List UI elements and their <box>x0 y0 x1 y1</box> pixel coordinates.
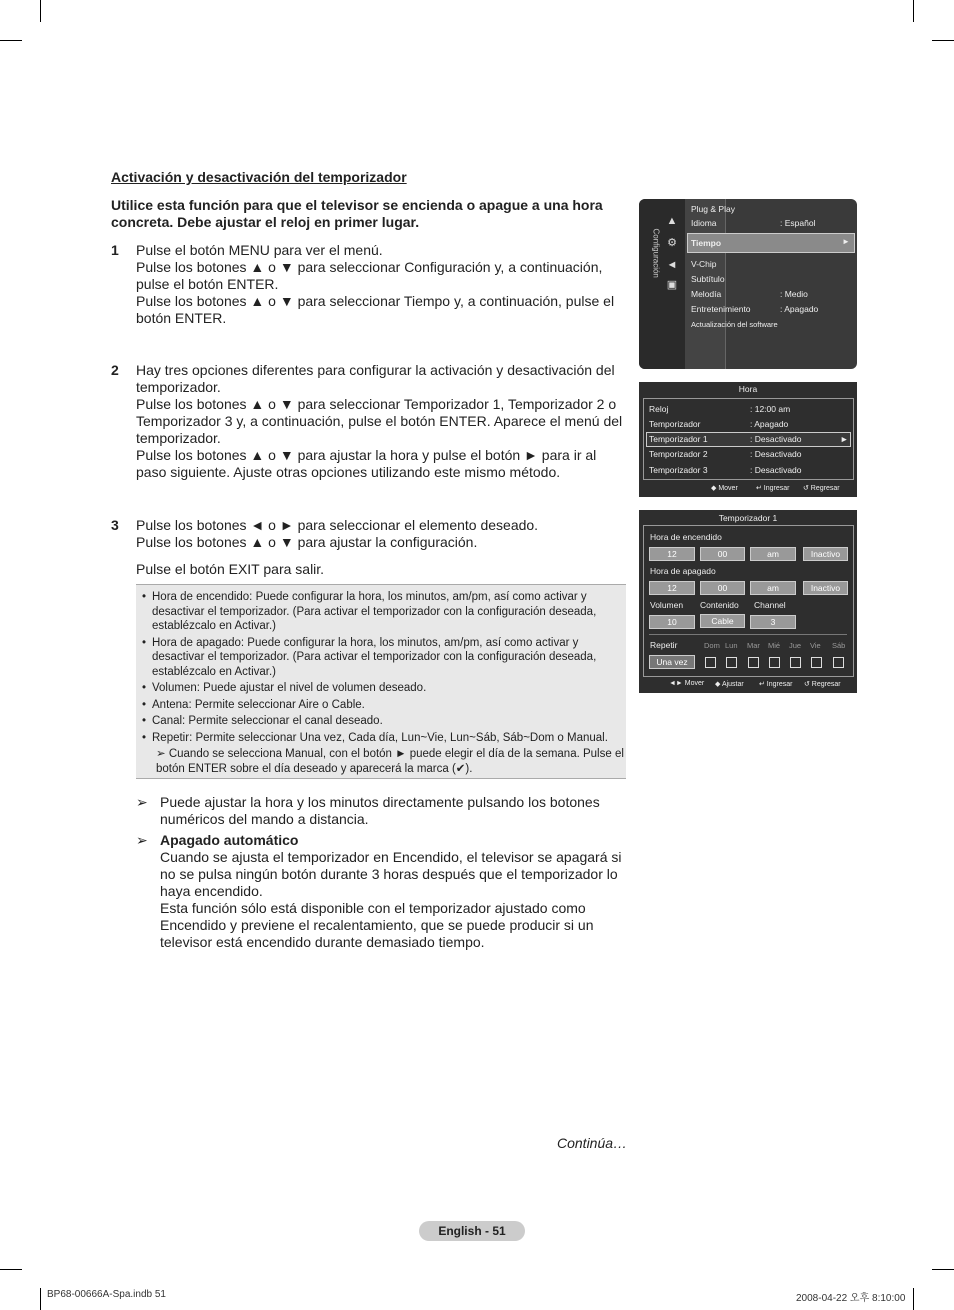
step-line: Pulse los botones ◄ o ► para seleccionar el elemento deseado. <box>136 517 539 533</box>
step-number: 3 <box>111 517 119 533</box>
crop-mark <box>932 1269 954 1270</box>
repeat-label: Repetir <box>650 640 678 650</box>
hint-adjust: ◆ Ajustar <box>715 681 744 688</box>
step-line: Pulse los botones ▲ o ▼ para ajustar la configuración. <box>136 534 478 550</box>
footer-date: 2008-04-22 오후 8:10:00 <box>796 1293 906 1304</box>
application-icon: ▣ <box>666 279 678 291</box>
footer-file: BP68-00666A-Spa.indb 51 <box>47 1289 166 1300</box>
crop-mark <box>913 1288 914 1310</box>
on-ampm-field[interactable]: am <box>750 547 796 561</box>
option-label[interactable]: Temporizador 3 <box>649 465 708 475</box>
channel-label: Channel <box>754 600 786 610</box>
menu-item[interactable]: Entretenimiento <box>691 304 751 314</box>
channel-field[interactable]: 3 <box>750 615 796 629</box>
option-value: : Desactivado <box>750 465 802 475</box>
menu-item[interactable]: V-Chip <box>691 259 717 269</box>
on-time-label: Hora de encendido <box>650 532 722 542</box>
option-label[interactable]: Temporizador 1 <box>649 434 708 444</box>
timer-settings-screen <box>639 510 857 693</box>
step-line: Pulse los botones ▲ o ▼ para ajustar la hora y pulse el botón ► para ir al paso siguiente. Ajuste otras opciones utilizando este mismo método. <box>136 447 597 480</box>
day-label: Mié <box>768 641 781 650</box>
step-line: Pulse los botones ▲ o ▼ para seleccionar Tiempo y, a continuación, pulse el botón ENTER. <box>136 293 615 326</box>
menu-item[interactable]: Actualización del software <box>691 320 778 329</box>
day-checkbox[interactable] <box>726 657 737 668</box>
off-hour-field[interactable]: 12 <box>649 581 695 595</box>
step-number: 2 <box>111 362 119 378</box>
menu-item[interactable]: Idioma <box>691 218 717 228</box>
tip-auto-off <box>136 832 626 951</box>
option-value: : 12:00 am <box>750 404 791 414</box>
step-line: Hay tres opciones diferentes para configurar la activación y desactivación del temporizador. <box>136 362 615 395</box>
tip-text: Puede ajustar la hora y los minutos directamente pulsando los botones numéricos del mando a distancia. <box>160 794 600 827</box>
menu-item[interactable]: Subtítulo <box>691 274 725 284</box>
day-label: Mar <box>747 641 760 650</box>
note-item: • Repetir: Permite seleccionar Una vez, Cada día, Lun~Vie, Lun~Sáb, Sáb~Dom o Manual. <box>142 731 620 746</box>
menu-item[interactable]: Tiempo <box>691 238 722 248</box>
hint-enter: ↵ Ingresar <box>759 681 793 688</box>
tip-direct-time <box>136 794 626 828</box>
content-label: Contenido <box>700 600 739 610</box>
screen-title: Temporizador 1 <box>718 513 778 523</box>
option-value: : Apagado <box>750 419 789 429</box>
hint-move: ◆ Mover <box>711 485 738 492</box>
gear-icon: ⚙ <box>667 237 677 249</box>
note-item: • Antena: Permite seleccionar Aire o Cable. <box>142 698 620 713</box>
right-arrow-icon: ► <box>842 237 850 246</box>
note-item: • Canal: Permite seleccionar el canal deseado. <box>142 714 620 729</box>
option-label[interactable]: Reloj <box>649 404 669 414</box>
option-label[interactable]: Temporizador 2 <box>649 449 708 459</box>
on-activate-field[interactable]: Inactivo <box>803 547 848 561</box>
on-minute-field[interactable]: 00 <box>700 547 745 561</box>
day-label: Vie <box>810 641 821 650</box>
time-menu-screen <box>639 382 857 497</box>
off-time-label: Hora de apagado <box>650 566 716 576</box>
arrow-icon: ➢ <box>136 832 148 848</box>
crop-mark <box>40 0 41 22</box>
crop-mark <box>40 1288 41 1310</box>
note-item: • Volumen: Puede ajustar el nivel de volumen deseado. <box>142 681 620 696</box>
day-checkbox[interactable] <box>833 657 844 668</box>
continued-label: Continúa… <box>557 1135 628 1151</box>
input-icon: ◄ <box>666 259 678 271</box>
hint-return: ↺ Regresar <box>804 681 841 688</box>
day-checkbox[interactable] <box>705 657 716 668</box>
on-hour-field[interactable]: 12 <box>649 547 695 561</box>
step-line: Pulse el botón EXIT para salir. <box>136 561 325 577</box>
step-line: Pulse los botones ▲ o ▼ para seleccionar Configuración y, a continuación, pulse el botón ENTER. <box>136 259 603 292</box>
off-activate-field[interactable]: Inactivo <box>803 581 848 595</box>
screen-title: Hora <box>738 384 758 394</box>
note-sub: ➢ Cuando se selecciona Manual, con el botón ► puede elegir el día de la semana. Pulse el botón ENTER sobre el día deseado y aparecerá la marca (✔). <box>156 748 624 775</box>
tip-text: Esta función sólo está disponible con el temporizador ajustado como Encendido y previene el recalentamiento, que se puede producir si un televisor está encendido durante demasiado tiempo. <box>160 900 594 950</box>
day-label: Lun <box>725 641 738 650</box>
crop-mark <box>0 1269 22 1270</box>
option-value: : Desactivado <box>750 434 802 444</box>
sidebar-label: Configuración <box>651 228 661 278</box>
off-ampm-field[interactable]: am <box>750 581 796 595</box>
hint-enter: ↵ Ingresar <box>756 485 790 492</box>
volume-label: Volumen <box>650 600 684 610</box>
step-2 <box>111 362 626 481</box>
note-item: • Hora de apagado: Puede configurar la hora, los minutos, am/pm, así como activar y desactivar el temporizador. (Para activar el temporizador con la configuración deseada, establézcalo en Activar.) <box>142 636 620 680</box>
tip-text: Cuando se ajusta el temporizador en Encendido, el televisor se apagará si no se pulsa ningún botón durante 3 horas después que el temporizador lo haya encendido. <box>160 849 622 899</box>
volume-field[interactable]: 10 <box>649 615 695 629</box>
hint-move: ◄► Mover <box>669 680 705 687</box>
setup-menu-screen <box>639 199 857 369</box>
step-1 <box>111 242 626 327</box>
option-label[interactable]: Temporizador <box>649 419 701 429</box>
crop-mark <box>913 0 914 22</box>
repeat-field[interactable]: Una vez <box>649 655 695 669</box>
day-checkbox[interactable] <box>769 657 780 668</box>
notes-box <box>136 584 626 779</box>
day-checkbox[interactable] <box>790 657 801 668</box>
page-number-badge: English - 51 <box>419 1221 525 1241</box>
step-line: Pulse los botones ▲ o ▼ para seleccionar Temporizador 1, Temporizador 2 o Temporizador 3 y, a continuación, pulse el botón ENTER. Aparece el menú del temporizador. <box>136 396 623 446</box>
step-3 <box>111 517 626 578</box>
day-checkbox[interactable] <box>811 657 822 668</box>
note-item: • Hora de encendido: Puede configurar la hora, los minutos, am/pm, así como activar y desactivar el temporizador. (Para activar el temporizador con la configuración deseada, establézcalo en Activar.) <box>142 590 620 634</box>
day-label: Dom <box>704 641 720 650</box>
menu-item-value: : Apagado <box>780 304 819 314</box>
day-checkbox[interactable] <box>748 657 759 668</box>
intro-text: Utilice esta función para que el televisor se encienda o apague a una hora concreta. Debe ajustar el reloj en primer lugar. <box>111 197 603 230</box>
hint-return: ↺ Regresar <box>803 485 840 492</box>
menu-item-value: : Medio <box>780 289 808 299</box>
menu-item[interactable]: Plug & Play <box>691 204 735 214</box>
content-field[interactable]: Cable <box>700 614 745 628</box>
off-minute-field[interactable]: 00 <box>700 581 745 595</box>
tip-title: Apagado automático <box>160 832 299 848</box>
day-label: Sáb <box>832 641 846 650</box>
right-arrow-icon: ► <box>840 434 849 444</box>
crop-mark <box>932 40 954 41</box>
section-title: Activación y desactivación del temporizador <box>111 169 407 185</box>
day-label: Jue <box>789 641 802 650</box>
menu-item[interactable]: Melodía <box>691 289 722 299</box>
crop-mark <box>0 40 22 41</box>
picture-icon: ▲ <box>666 215 678 227</box>
step-line: Pulse el botón MENU para ver el menú. <box>136 242 383 258</box>
option-value: : Desactivado <box>750 449 802 459</box>
arrow-icon: ➢ <box>136 794 148 810</box>
step-number: 1 <box>111 242 119 258</box>
menu-item-value: : Español <box>780 218 816 228</box>
